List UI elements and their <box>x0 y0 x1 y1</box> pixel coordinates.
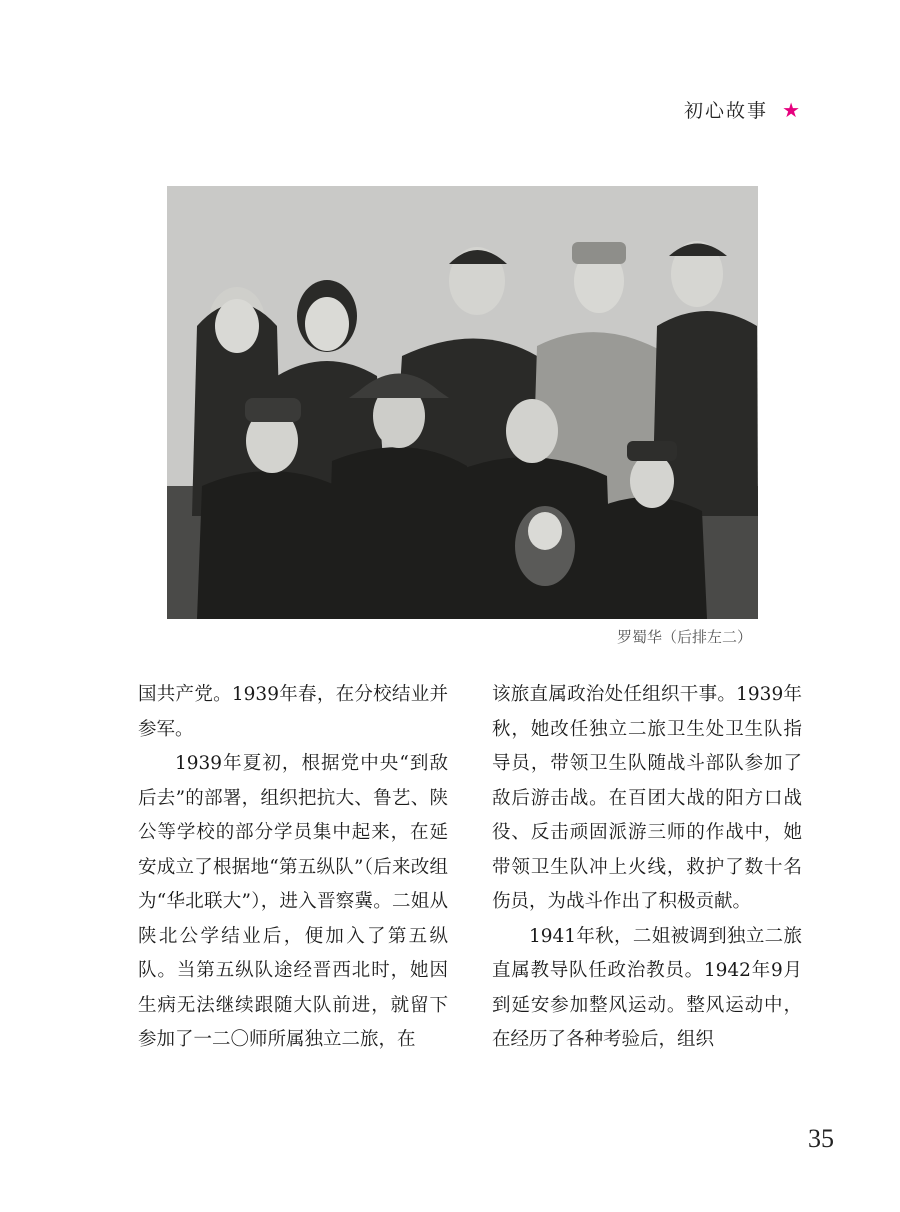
family-photo <box>167 186 758 619</box>
paragraph: 1941年秋，二姐被调到独立二旅直属教导队任政治教员。1942年9月到延安参加整风运动。整风运动中，在经历了各种考验后，组织 <box>492 925 802 1050</box>
photo-caption: 罗蜀华（后排左二） <box>616 628 752 646</box>
family-photo-illustration <box>167 186 758 619</box>
paragraph: 该旅直属政治处任组织干事。1939年秋，她改任独立二旅卫生处卫生队指导员，带领卫生队随战斗部队参加了敌后游击战。在百团大战的阳方口战役、反击顽固派游三师的作战中，她带领卫生队冲上火线，救护了数十名伤员，为战斗作出了积极贡献。 <box>492 684 802 912</box>
section-title: 初心故事 <box>684 100 769 122</box>
left-column <box>138 678 448 1058</box>
right-column <box>492 678 802 1058</box>
paragraph: 国共产党。1939年春，在分校结业并参军。 <box>138 684 448 740</box>
running-header <box>684 96 800 123</box>
page-number: 35 <box>808 1124 834 1153</box>
paragraph: 1939年夏初，根据党中央“到敌后去”的部署，组织把抗大、鲁艺、陕公等学校的部分学员集中起来，在延安成立了根据地“第五纵队”（后来改组为“华北联大”），进入晋察冀。二姐从陕北公学结业后，便加入了第五纵队。当第五纵队途经晋西北时，她因生病无法继续跟随大队前进，就留下参加了一二〇师所属独立二旅，在 <box>138 753 448 1050</box>
star-icon: ★ <box>782 97 800 122</box>
